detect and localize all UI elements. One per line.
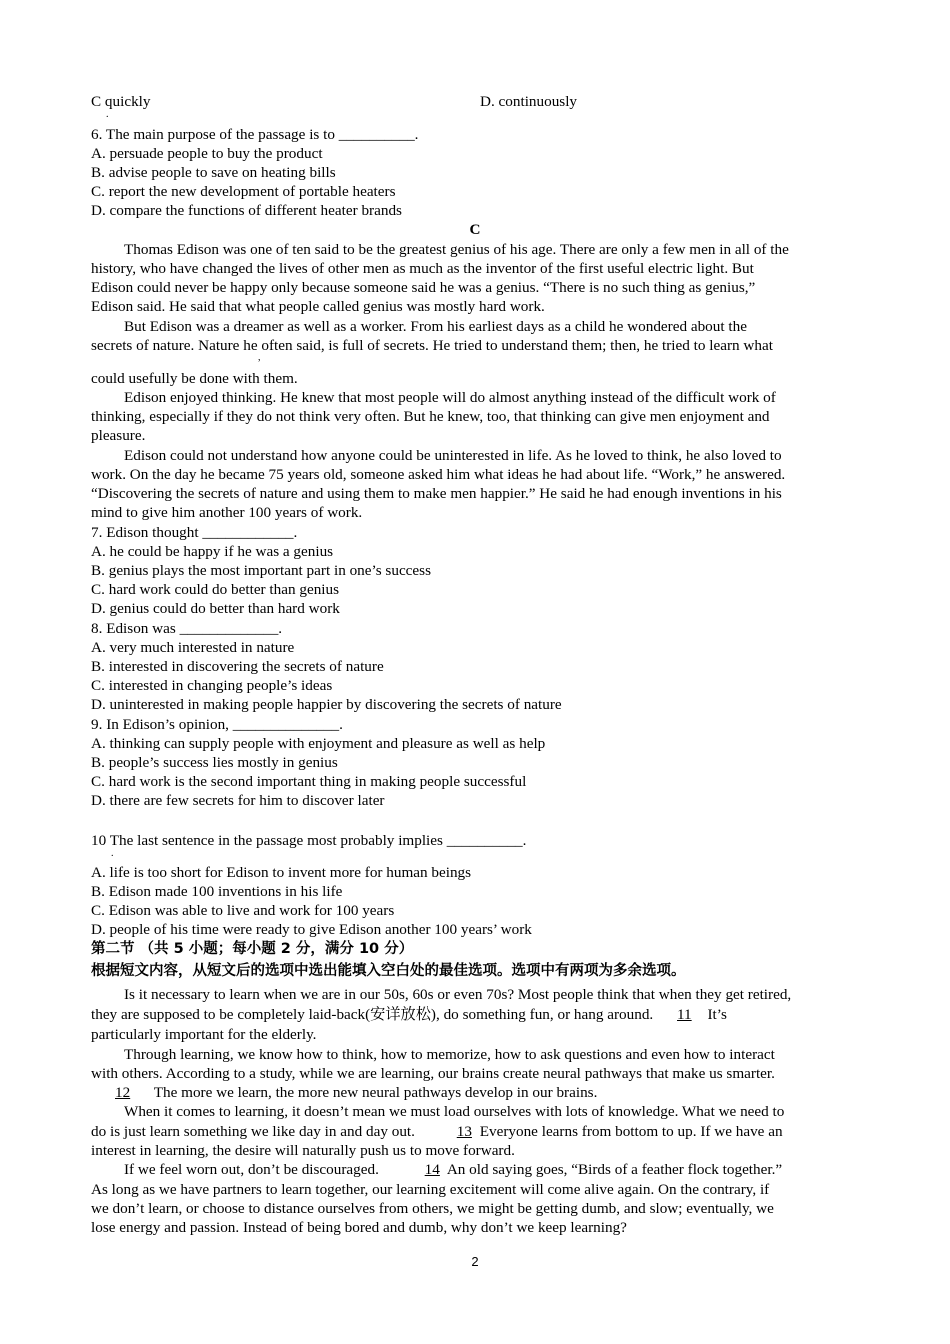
cloze-p3-line2 <box>91 1122 783 1141</box>
passage-c-p4-line1: Edison could not understand how anyone could be uninterested in life. As he loved to think, he also loved to <box>124 447 782 464</box>
cloze-p1-line3: particularly important for the elderly. <box>91 1026 317 1043</box>
passage-c-p2-line1: But Edison was a dreamer as well as a worker. From his earliest days as a child he wondered about the <box>124 318 747 335</box>
cloze-p2-line2: with others. According to a study, while we are learning, our brains create neural pathways that make us smarter. <box>91 1065 775 1082</box>
q6-option-d: D. compare the functions of different heater brands <box>91 202 402 219</box>
cloze-p3-line1: When it comes to learning, it doesn’t mean we must load ourselves with lots of knowledge. What we need to <box>124 1103 785 1120</box>
cloze-p4-text: If we feel worn out, don’t be discouraged. <box>124 1161 379 1178</box>
page-number: 2 <box>471 1254 479 1269</box>
blank-13: 13 <box>456 1123 472 1140</box>
q9-stem: 9. In Edison’s opinion, ______________. <box>91 716 343 733</box>
section-c-heading: C <box>469 221 481 238</box>
q7-option-b: B. genius plays the most important part in one’s success <box>91 562 431 579</box>
q7-option-c: C. hard work could do better than genius <box>91 581 340 598</box>
q5-option-c: C quickly <box>91 93 151 110</box>
passage-c-p4-line2: work. On the day he became 75 years old, someone asked him what ideas he had about life. “Work,” he answered. <box>91 466 786 483</box>
passage-c-p3-line3: pleasure. <box>91 427 146 444</box>
cloze-p4-tail: An old saying goes, “Birds of a feather flock together.” <box>446 1161 783 1178</box>
q6-option-a: A. persuade people to buy the product <box>91 145 323 162</box>
cloze-p4-line2: As long as we have partners to learn together, our learning excitement will come alive again. On the contrary, if <box>91 1181 770 1198</box>
q9-option-c: C. hard work is the second important thing in making people successful <box>91 773 527 790</box>
q9-option-b: B. people’s success lies mostly in genius <box>91 754 338 771</box>
q8-option-c: C. interested in changing people’s ideas <box>91 677 333 694</box>
passage-c-p1-line3: Edison could never be happy only because someone said he was a genius. “There is no such thing as genius,” <box>91 279 756 296</box>
cloze-p1-line1: Is it necessary to learn when we are in our 50s, 60s or even 70s? Most people think that when they get retired, <box>124 986 792 1003</box>
cloze-p1-tail: It’s <box>707 1006 727 1023</box>
q6-option-b: B. advise people to save on heating bills <box>91 164 336 181</box>
q8-option-d: D. uninterested in making people happier by discovering the secrets of nature <box>91 696 562 713</box>
q10-option-a: A. life is too short for Edison to invent more for human beings <box>91 864 472 881</box>
blank-14: 14 <box>424 1161 440 1178</box>
passage-c-p1-line2: history, who have changed the lives of other men as much as the inventor of the first useful electric light. But <box>91 260 754 277</box>
q9-option-d: D. there are few secrets for him to discover later <box>91 792 385 809</box>
passage-c-p1-line4: Edison said. He said that what people called genius was mostly hard work. <box>91 298 545 315</box>
q8-option-a: A. very much interested in nature <box>91 639 295 656</box>
passage-c-p2-line2: secrets of nature. Nature he often said, is full of secrets. He tried to understand them; then, he tried to learn what <box>91 337 773 354</box>
cloze-p3-tail: Everyone learns from bottom to up. If we have an <box>479 1123 783 1140</box>
cloze-p1-text: they are supposed to be completely laid-back(安详放松), do something fun, or hang around. <box>91 1006 654 1023</box>
q10-stem: 10 The last sentence in the passage most probably implies __________. <box>91 832 527 849</box>
cloze-p4-line3: we don’t learn, or choose to distance ourselves from others, we might be getting dumb, and slow; eventually, we <box>91 1200 774 1217</box>
cloze-p3-text: do is just learn something we like day in and day out. <box>91 1123 415 1140</box>
q9-option-a: A. thinking can supply people with enjoyment and pleasure as well as help <box>91 735 546 752</box>
passage-c-p3-line1: Edison enjoyed thinking. He knew that most people will do almost anything instead of the difficult work of <box>124 389 776 406</box>
q7-option-d: D. genius could do better than hard work <box>91 600 340 617</box>
q6-stem: 6. The main purpose of the passage is to __________. <box>91 126 419 143</box>
q6-option-c: C. report the new development of portable heaters <box>91 183 396 200</box>
cloze-p4-line4: lose energy and passion. Instead of being bored and dumb, why don’t we keep learning? <box>91 1219 627 1236</box>
q5-option-d: D. continuously <box>480 93 578 110</box>
cloze-p2-line3 <box>91 1083 597 1102</box>
cloze-p2-line1: Through learning, we know how to think, how to memorize, how to ask questions and even how to interact <box>124 1046 775 1063</box>
passage-c-p4-line4: mind to give him another 100 years of work. <box>91 504 363 521</box>
passage-c-p2-line3: could usefully be done with them. <box>91 370 298 387</box>
section2-header: 第二节 （共 5 小题；每小题 2 分，满分 10 分） <box>91 941 414 957</box>
stray-comma: , <box>258 352 261 363</box>
cloze-p4-line1 <box>124 1160 782 1179</box>
stray-dot: . <box>111 848 114 859</box>
q7-stem: 7. Edison thought ____________. <box>91 524 298 541</box>
blank-11: 11 <box>677 1006 692 1023</box>
q10-option-b: B. Edison made 100 inventions in his life <box>91 883 343 900</box>
stray-dot: . <box>106 109 109 120</box>
cloze-p1-line2 <box>91 1005 727 1024</box>
cloze-p3-line3: interest in learning, the desire will naturally push us to move forward. <box>91 1142 515 1159</box>
passage-c-p1-line1: Thomas Edison was one of ten said to be the greatest genius of his age. There are only a few men in all of the <box>124 241 789 258</box>
section2-instructions: 根据短文内容，从短文后的选项中选出能填入空白处的最佳选项。选项中有两项为多余选项。 <box>91 963 686 979</box>
q10-option-c: C. Edison was able to live and work for 100 years <box>91 902 395 919</box>
passage-c-p4-line3: “Discovering the secrets of nature and using them to make men happier.” He said he had enough inventions in his <box>91 485 782 502</box>
passage-c-p3-line2: thinking, especially if they do not think very often. But he knew, too, that thinking can give men enjoyment and <box>91 408 770 425</box>
q10-option-d: D. people of his time were ready to give Edison another 100 years’ work <box>91 921 532 938</box>
q8-option-b: B. interested in discovering the secrets of nature <box>91 658 384 675</box>
blank-12: 12 <box>115 1084 131 1101</box>
cloze-p2-tail: The more we learn, the more new neural pathways develop in our brains. <box>153 1084 598 1101</box>
q8-stem: 8. Edison was _____________. <box>91 620 283 637</box>
q7-option-a: A. he could be happy if he was a genius <box>91 543 334 560</box>
